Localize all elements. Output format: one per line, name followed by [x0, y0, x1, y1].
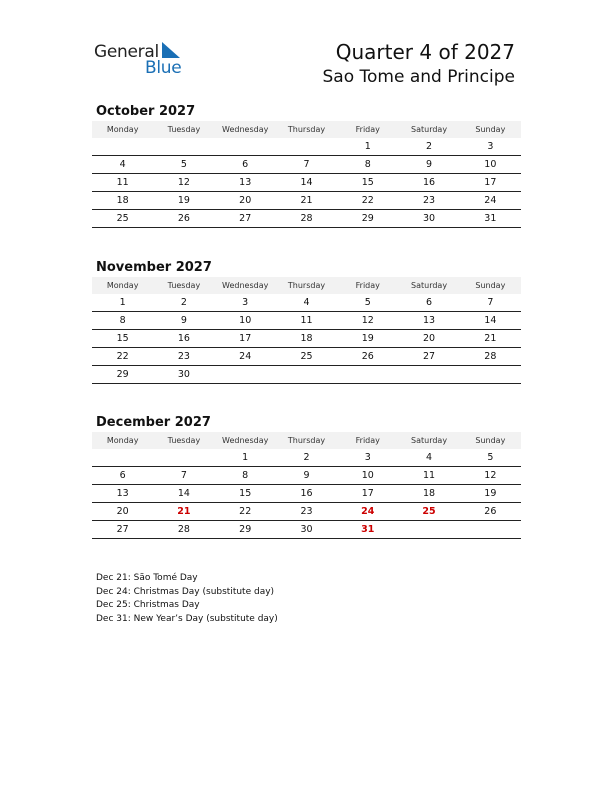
day-cell: 30 [276, 521, 337, 539]
day-cell: 29 [337, 210, 398, 228]
day-cell [276, 138, 337, 156]
day-cell [398, 521, 459, 539]
weekday-header: Wednesday [215, 277, 276, 294]
day-cell: 13 [215, 174, 276, 192]
day-cell: 23 [276, 503, 337, 521]
day-cell: 23 [153, 348, 214, 366]
day-cell: 19 [337, 330, 398, 348]
day-cell: 13 [92, 485, 153, 503]
month-block-october [92, 103, 521, 228]
day-cell: 15 [337, 174, 398, 192]
day-cell: 14 [276, 174, 337, 192]
day-cell: 29 [215, 521, 276, 539]
day-cell: 26 [337, 348, 398, 366]
week-row [92, 348, 521, 366]
weekday-header: Tuesday [153, 277, 214, 294]
weekday-header: Monday [92, 277, 153, 294]
day-cell: 29 [92, 366, 153, 384]
day-cell: 10 [215, 312, 276, 330]
day-cell: 26 [153, 210, 214, 228]
day-cell [215, 366, 276, 384]
week-row [92, 192, 521, 210]
day-cell [153, 449, 214, 467]
day-cell: 28 [276, 210, 337, 228]
day-cell: 17 [460, 174, 521, 192]
weekday-header: Thursday [276, 121, 337, 138]
week-row [92, 449, 521, 467]
holiday-note: Dec 24: Christmas Day (substitute day) [96, 586, 275, 597]
day-cell: 9 [398, 156, 459, 174]
holiday-note: Dec 21: São Tomé Day [96, 573, 198, 583]
weekday-header: Sunday [460, 121, 521, 138]
day-cell: 23 [398, 192, 459, 210]
weekday-header: Wednesday [215, 432, 276, 449]
day-cell: 12 [337, 312, 398, 330]
day-cell: 17 [337, 485, 398, 503]
weekday-header-row [92, 432, 521, 449]
day-cell: 10 [460, 156, 521, 174]
day-cell: 24 [337, 503, 398, 521]
weekday-header: Wednesday [215, 121, 276, 138]
day-cell: 21 [276, 192, 337, 210]
month-title: November 2027 [96, 260, 212, 275]
weekday-header: Sunday [460, 277, 521, 294]
day-cell: 4 [92, 156, 153, 174]
month-block-november [92, 259, 521, 384]
day-cell: 1 [92, 294, 153, 312]
day-cell [92, 138, 153, 156]
page-title: Quarter 4 of 2027 [335, 40, 515, 64]
day-cell: 19 [460, 485, 521, 503]
weekday-header: Saturday [398, 432, 459, 449]
weekday-header: Thursday [276, 432, 337, 449]
day-cell: 3 [215, 294, 276, 312]
day-cell: 3 [460, 138, 521, 156]
day-cell: 9 [153, 312, 214, 330]
weekday-header-row [92, 121, 521, 138]
day-cell: 6 [215, 156, 276, 174]
day-cell: 26 [460, 503, 521, 521]
day-cell: 22 [92, 348, 153, 366]
day-cell: 8 [337, 156, 398, 174]
day-cell: 2 [153, 294, 214, 312]
day-cell [92, 449, 153, 467]
day-cell: 28 [153, 521, 214, 539]
day-cell: 12 [460, 467, 521, 485]
day-cell: 27 [398, 348, 459, 366]
day-cell: 10 [337, 467, 398, 485]
weekday-header: Friday [337, 277, 398, 294]
day-cell: 15 [92, 330, 153, 348]
day-cell: 17 [215, 330, 276, 348]
logo-text-blue: Blue [145, 58, 182, 78]
day-cell: 4 [398, 449, 459, 467]
day-cell: 7 [276, 156, 337, 174]
day-cell: 19 [153, 192, 214, 210]
day-cell: 1 [337, 138, 398, 156]
day-cell: 25 [398, 503, 459, 521]
day-cell: 7 [153, 467, 214, 485]
day-cell: 15 [215, 485, 276, 503]
calendar-table [92, 121, 521, 228]
day-cell [337, 366, 398, 384]
weekday-header: Tuesday [153, 432, 214, 449]
day-cell [460, 521, 521, 539]
day-cell: 21 [153, 503, 214, 521]
day-cell: 22 [337, 192, 398, 210]
week-row [92, 521, 521, 539]
day-cell: 16 [153, 330, 214, 348]
logo [94, 42, 194, 78]
week-row [92, 138, 521, 156]
week-row [92, 330, 521, 348]
day-cell: 20 [215, 192, 276, 210]
day-cell: 30 [398, 210, 459, 228]
day-cell: 2 [398, 138, 459, 156]
day-cell: 12 [153, 174, 214, 192]
day-cell [398, 366, 459, 384]
day-cell: 18 [276, 330, 337, 348]
week-row [92, 312, 521, 330]
holiday-note: Dec 25: Christmas Day [96, 600, 200, 610]
day-cell: 31 [460, 210, 521, 228]
holiday-notes [96, 572, 278, 626]
day-cell: 5 [153, 156, 214, 174]
week-row [92, 156, 521, 174]
holiday-note: Dec 31: New Year’s Day (substitute day) [96, 613, 278, 624]
weekday-header: Friday [337, 121, 398, 138]
day-cell: 1 [215, 449, 276, 467]
calendar-table [92, 277, 521, 384]
day-cell: 4 [276, 294, 337, 312]
week-row [92, 174, 521, 192]
day-cell [460, 366, 521, 384]
day-cell: 24 [215, 348, 276, 366]
day-cell: 16 [398, 174, 459, 192]
day-cell: 31 [337, 521, 398, 539]
day-cell [215, 138, 276, 156]
day-cell: 14 [460, 312, 521, 330]
weekday-header: Saturday [398, 121, 459, 138]
logo-text-general: General [94, 42, 159, 62]
day-cell: 24 [460, 192, 521, 210]
week-row [92, 366, 521, 384]
day-cell: 7 [460, 294, 521, 312]
day-cell: 27 [92, 521, 153, 539]
day-cell: 18 [398, 485, 459, 503]
day-cell: 16 [276, 485, 337, 503]
day-cell: 6 [398, 294, 459, 312]
day-cell [276, 366, 337, 384]
day-cell: 30 [153, 366, 214, 384]
day-cell: 27 [215, 210, 276, 228]
day-cell: 20 [398, 330, 459, 348]
weekday-header: Friday [337, 432, 398, 449]
weekday-header: Monday [92, 432, 153, 449]
day-cell: 22 [215, 503, 276, 521]
week-row [92, 467, 521, 485]
day-cell: 8 [215, 467, 276, 485]
day-cell: 11 [92, 174, 153, 192]
week-row [92, 210, 521, 228]
month-title: December 2027 [96, 415, 211, 430]
day-cell: 3 [337, 449, 398, 467]
day-cell: 28 [460, 348, 521, 366]
week-row [92, 503, 521, 521]
day-cell: 20 [92, 503, 153, 521]
month-block-december [92, 414, 521, 539]
day-cell: 5 [337, 294, 398, 312]
day-cell: 13 [398, 312, 459, 330]
day-cell: 14 [153, 485, 214, 503]
calendar-table [92, 432, 521, 539]
day-cell: 21 [460, 330, 521, 348]
week-row [92, 294, 521, 312]
day-cell [153, 138, 214, 156]
day-cell: 11 [398, 467, 459, 485]
weekday-header: Sunday [460, 432, 521, 449]
day-cell: 5 [460, 449, 521, 467]
logo-flag-icon [160, 42, 182, 60]
page-subtitle: Sao Tome and Principe [322, 67, 515, 87]
week-row [92, 485, 521, 503]
weekday-header: Tuesday [153, 121, 214, 138]
month-title: October 2027 [96, 104, 196, 119]
weekday-header: Monday [92, 121, 153, 138]
day-cell: 9 [276, 467, 337, 485]
weekday-header-row [92, 277, 521, 294]
day-cell: 18 [92, 192, 153, 210]
day-cell: 8 [92, 312, 153, 330]
day-cell: 25 [92, 210, 153, 228]
weekday-header: Saturday [398, 277, 459, 294]
day-cell: 2 [276, 449, 337, 467]
day-cell: 11 [276, 312, 337, 330]
day-cell: 25 [276, 348, 337, 366]
weekday-header: Thursday [276, 277, 337, 294]
day-cell: 6 [92, 467, 153, 485]
